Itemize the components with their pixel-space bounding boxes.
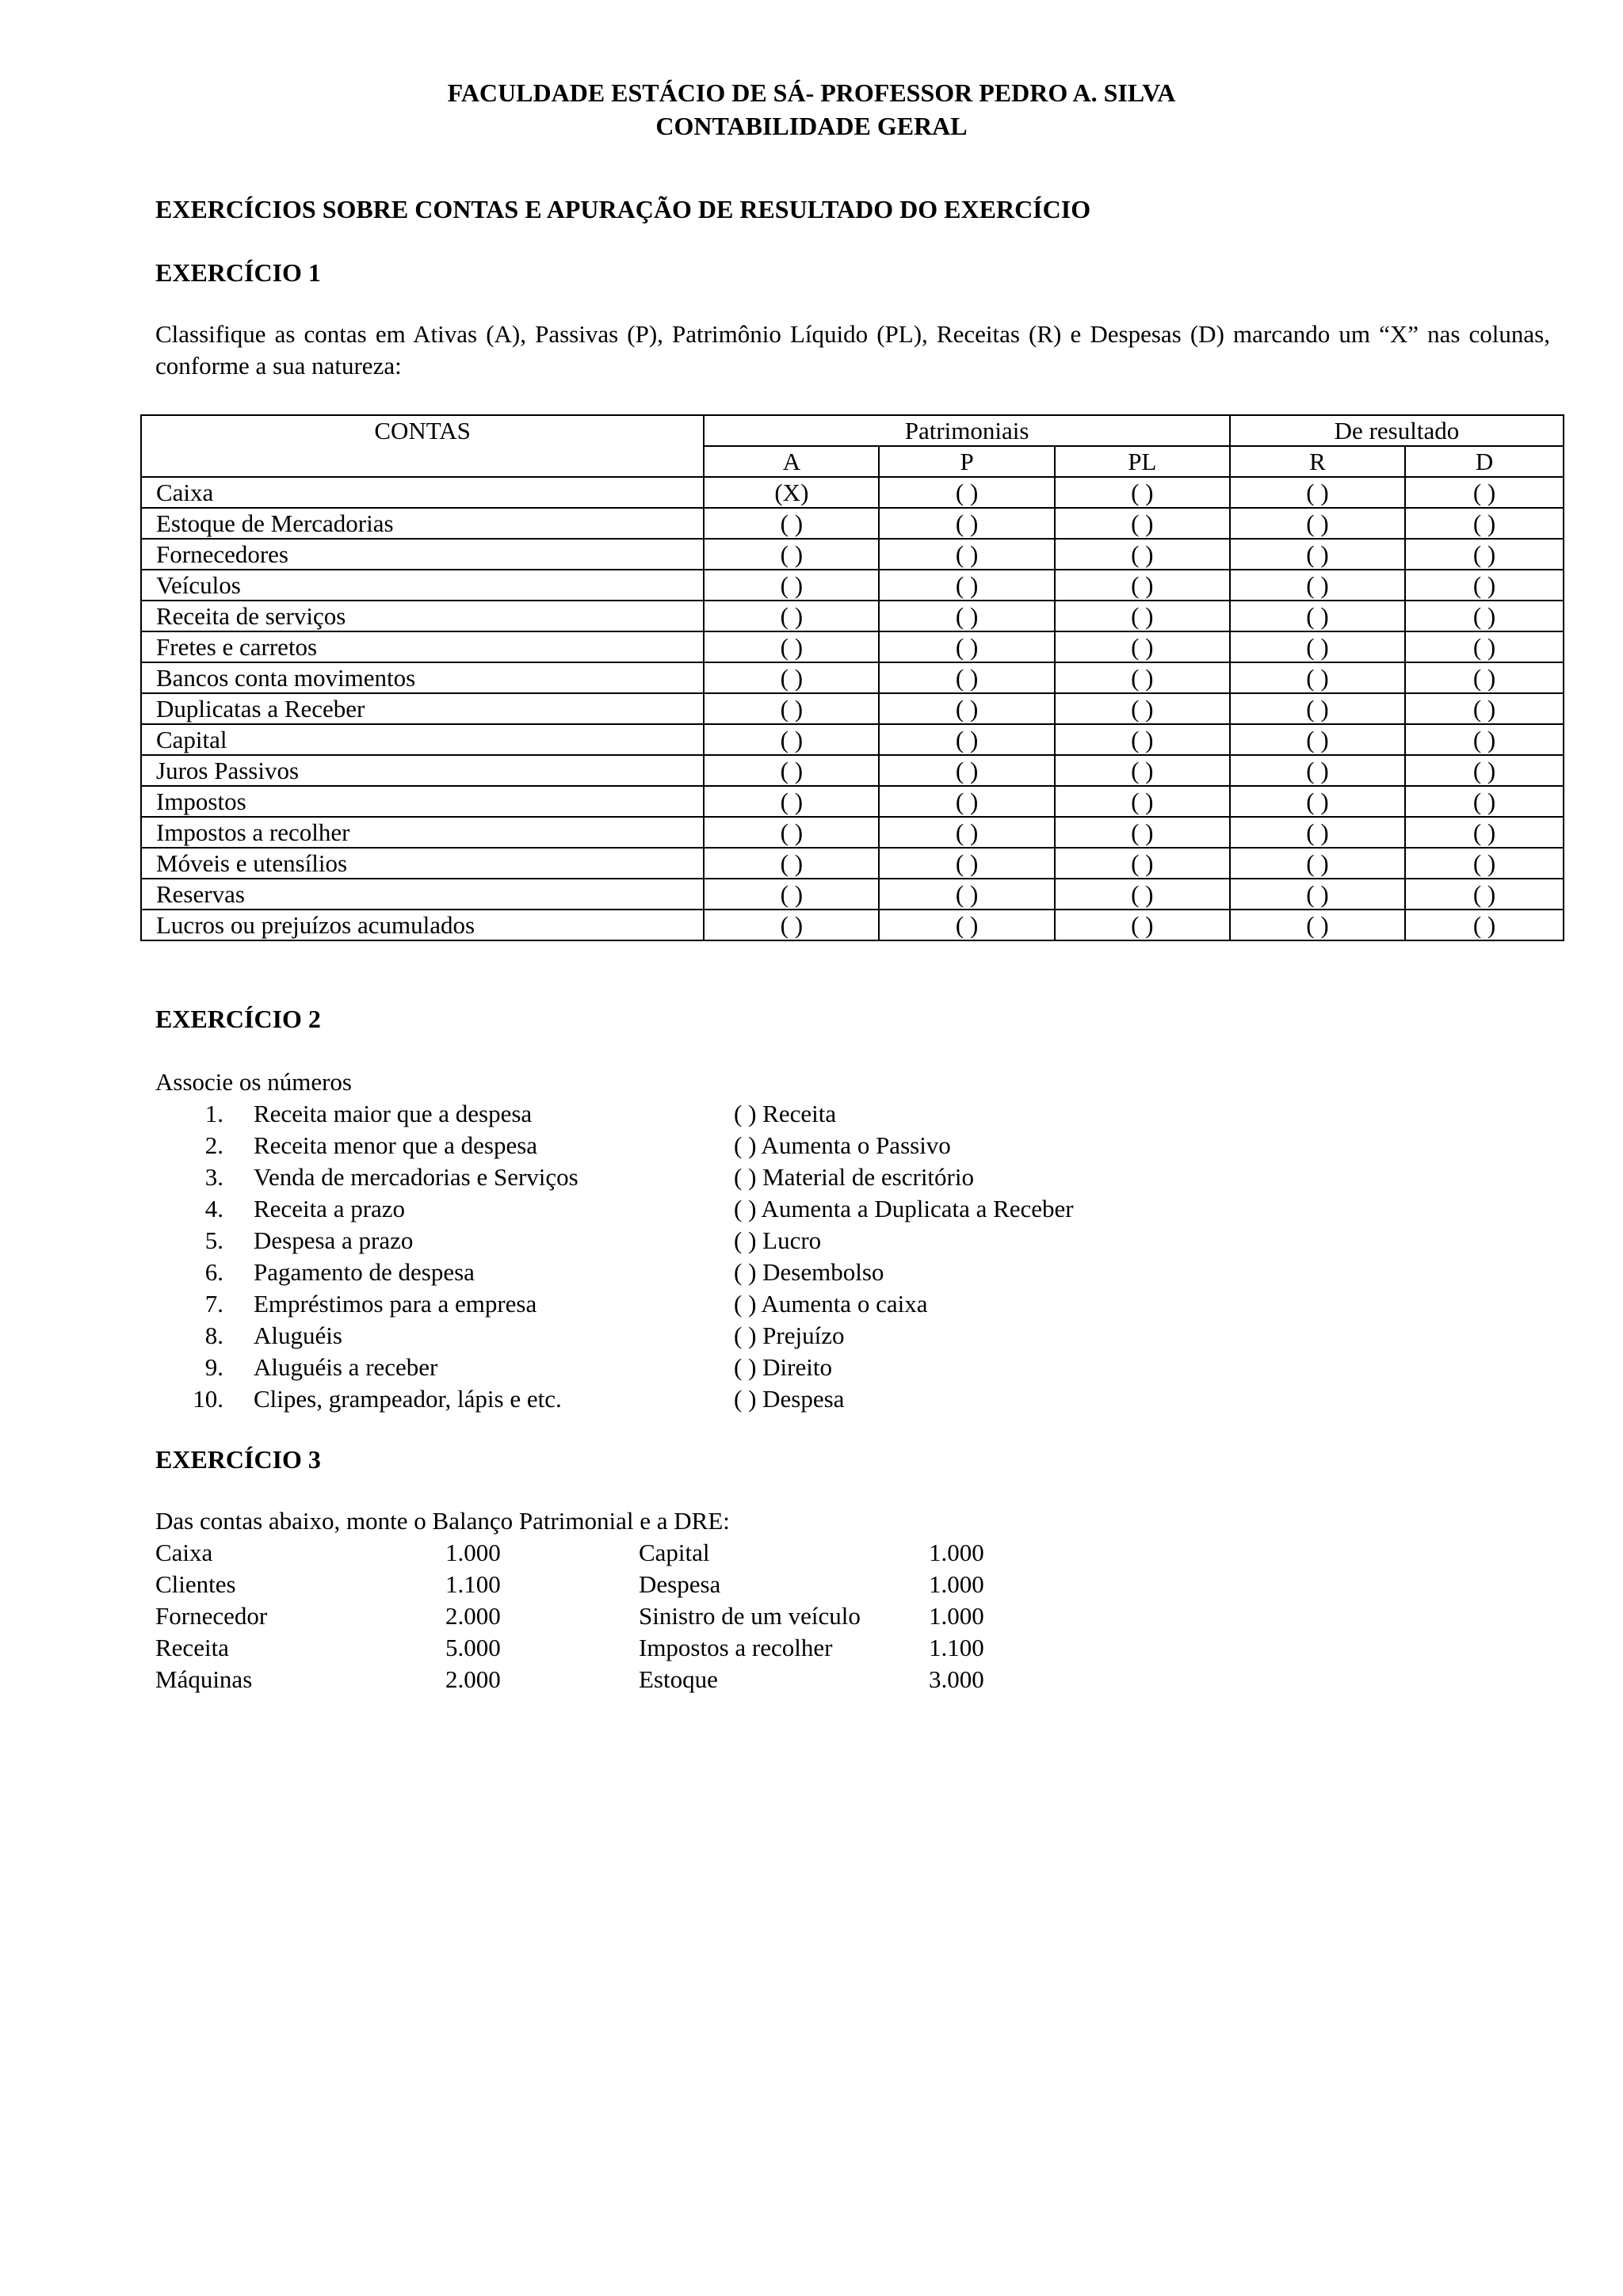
mark-cell-p[interactable]: ( ) xyxy=(879,786,1054,817)
account-value-left: 2.000 xyxy=(445,1665,501,1693)
header-col-d: D xyxy=(1405,446,1564,477)
table-row xyxy=(141,601,1564,631)
mark-cell-a[interactable]: ( ) xyxy=(704,570,879,601)
item-number: 5. xyxy=(204,1226,223,1254)
header-de-resultado: De resultado xyxy=(1230,415,1564,446)
account-name: Bancos conta movimentos xyxy=(141,662,704,693)
account-name: Impostos a recolher xyxy=(141,817,704,848)
account-value-right: 1.000 xyxy=(929,1570,984,1598)
mark-cell-r[interactable]: ( ) xyxy=(1230,755,1405,786)
mark-cell-a[interactable]: ( ) xyxy=(704,786,879,817)
mark-cell-d[interactable]: ( ) xyxy=(1405,662,1564,693)
item-option[interactable]: ( ) Aumenta o Passivo xyxy=(734,1131,951,1159)
account-name-left: Máquinas xyxy=(155,1665,253,1693)
item-number: 9. xyxy=(204,1353,223,1381)
list-item xyxy=(155,1383,1423,1415)
account-name-left: Receita xyxy=(155,1634,229,1661)
mark-cell-p[interactable]: ( ) xyxy=(879,755,1054,786)
mark-cell-a[interactable]: ( ) xyxy=(704,539,879,570)
mark-cell-r[interactable]: ( ) xyxy=(1230,693,1405,724)
mark-cell-a[interactable]: ( ) xyxy=(704,910,879,940)
mark-cell-d[interactable]: ( ) xyxy=(1405,910,1564,940)
mark-cell-pl[interactable]: ( ) xyxy=(1055,570,1230,601)
item-number: 8. xyxy=(204,1322,223,1349)
table-row xyxy=(141,662,1564,693)
mark-cell-a[interactable]: ( ) xyxy=(704,879,879,910)
exercise-2-title: EXERCÍCIO 2 xyxy=(155,1005,321,1033)
account-name: Estoque de Mercadorias xyxy=(141,508,704,539)
mark-cell-d[interactable]: ( ) xyxy=(1405,817,1564,848)
header-col-r: R xyxy=(1230,446,1405,477)
table-row xyxy=(141,570,1564,601)
account-name-right: Sinistro de um veículo xyxy=(639,1602,861,1630)
account-value-right: 1.000 xyxy=(929,1602,984,1630)
account-value-left: 2.000 xyxy=(445,1602,501,1630)
item-number: 4. xyxy=(204,1195,223,1222)
account-name-right: Despesa xyxy=(639,1570,721,1598)
mark-cell-pl[interactable]: ( ) xyxy=(1055,662,1230,693)
list-item xyxy=(155,1352,1423,1383)
account-name: Lucros ou prejuízos acumulados xyxy=(141,910,704,940)
institution-title: FACULDADE ESTÁCIO DE SÁ- PROFESSOR PEDRO A. SILVA xyxy=(447,78,1176,107)
mark-cell-p[interactable]: ( ) xyxy=(879,631,1054,662)
item-text: Aluguéis a receber xyxy=(254,1353,438,1381)
table-row xyxy=(141,817,1564,848)
account-name: Fornecedores xyxy=(141,539,704,570)
account-name: Impostos xyxy=(141,786,704,817)
table-row xyxy=(141,755,1564,786)
mark-cell-p[interactable]: ( ) xyxy=(879,662,1054,693)
mark-cell-d[interactable]: ( ) xyxy=(1405,601,1564,631)
mark-cell-r[interactable]: ( ) xyxy=(1230,910,1405,940)
header-col-p: P xyxy=(879,446,1054,477)
list-item xyxy=(155,1320,1423,1352)
mark-cell-pl[interactable]: ( ) xyxy=(1055,508,1230,539)
association-list xyxy=(155,1098,1423,1415)
account-name-right: Capital xyxy=(639,1539,710,1566)
mark-cell-a[interactable]: ( ) xyxy=(704,508,879,539)
mark-cell-pl[interactable]: ( ) xyxy=(1055,755,1230,786)
mark-cell-a[interactable]: ( ) xyxy=(704,817,879,848)
mark-cell-p[interactable]: ( ) xyxy=(879,539,1054,570)
exercise-2-instruction: Associe os números xyxy=(155,1068,352,1096)
account-name: Receita de serviços xyxy=(141,601,704,631)
mark-cell-r[interactable]: ( ) xyxy=(1230,477,1405,508)
item-option[interactable]: ( ) Aumenta a Duplicata a Receber xyxy=(734,1195,1074,1222)
list-item xyxy=(155,1193,1423,1225)
mark-cell-a[interactable]: ( ) xyxy=(704,848,879,879)
item-number: 2. xyxy=(204,1131,223,1159)
table-row xyxy=(141,848,1564,879)
mark-cell-a[interactable]: ( ) xyxy=(704,724,879,755)
mark-cell-pl[interactable]: ( ) xyxy=(1055,724,1230,755)
mark-cell-pl[interactable]: ( ) xyxy=(1055,879,1230,910)
exercise-1-instruction: Classifique as contas em Ativas (A), Passivas (P), Patrimônio Líquido (PL), Receitas (R) e Despesas (D) marcando um “X” nas colunas, conforme a sua natureza: xyxy=(155,320,1550,379)
table-row xyxy=(141,910,1564,940)
accounts-classification-table xyxy=(140,414,1564,941)
item-number: 10. xyxy=(193,1385,223,1413)
mark-cell-a[interactable]: (X) xyxy=(704,477,879,508)
mark-cell-d[interactable]: ( ) xyxy=(1405,693,1564,724)
table-row xyxy=(141,786,1564,817)
item-text: Aluguéis xyxy=(254,1322,342,1349)
item-text: Despesa a prazo xyxy=(254,1226,414,1254)
mark-cell-p[interactable]: ( ) xyxy=(879,910,1054,940)
item-option[interactable]: ( ) Receita xyxy=(734,1100,837,1127)
mark-cell-r[interactable]: ( ) xyxy=(1230,601,1405,631)
mark-cell-p[interactable]: ( ) xyxy=(879,601,1054,631)
list-item xyxy=(155,1257,1423,1288)
mark-cell-d[interactable]: ( ) xyxy=(1405,508,1564,539)
list-item xyxy=(155,1161,1423,1193)
mark-cell-d[interactable]: ( ) xyxy=(1405,786,1564,817)
mark-cell-r[interactable]: ( ) xyxy=(1230,724,1405,755)
account-name-right: Impostos a recolher xyxy=(639,1634,833,1661)
mark-cell-d[interactable]: ( ) xyxy=(1405,879,1564,910)
mark-cell-d[interactable]: ( ) xyxy=(1405,848,1564,879)
mark-cell-r[interactable]: ( ) xyxy=(1230,662,1405,693)
table-row xyxy=(141,879,1564,910)
item-number: 3. xyxy=(204,1163,223,1191)
account-value-right: 1.000 xyxy=(929,1539,984,1566)
table-row xyxy=(141,508,1564,539)
account-value-right: 3.000 xyxy=(929,1665,984,1693)
main-title: EXERCÍCIOS SOBRE CONTAS E APURAÇÃO DE RESULTADO DO EXERCÍCIO xyxy=(155,195,1091,223)
account-name: Veículos xyxy=(141,570,704,601)
mark-cell-a[interactable]: ( ) xyxy=(704,601,879,631)
list-item xyxy=(155,1130,1423,1161)
list-item xyxy=(155,1288,1423,1320)
item-option[interactable]: ( ) Prejuízo xyxy=(734,1322,845,1349)
item-number: 7. xyxy=(204,1290,223,1318)
mark-cell-p[interactable]: ( ) xyxy=(879,693,1054,724)
item-text: Pagamento de despesa xyxy=(254,1258,475,1286)
mark-cell-r[interactable]: ( ) xyxy=(1230,879,1405,910)
document-header xyxy=(0,76,1623,143)
mark-cell-r[interactable]: ( ) xyxy=(1230,848,1405,879)
account-name-left: Caixa xyxy=(155,1539,213,1566)
item-option[interactable]: ( ) Desembolso xyxy=(734,1258,884,1286)
mark-cell-r[interactable]: ( ) xyxy=(1230,631,1405,662)
mark-cell-p[interactable]: ( ) xyxy=(879,848,1054,879)
item-option[interactable]: ( ) Lucro xyxy=(734,1226,822,1254)
account-name: Fretes e carretos xyxy=(141,631,704,662)
exercise-3-title: EXERCÍCIO 3 xyxy=(155,1445,321,1474)
item-text: Venda de mercadorias e Serviços xyxy=(254,1163,579,1191)
mark-cell-d[interactable]: ( ) xyxy=(1405,755,1564,786)
mark-cell-pl[interactable]: ( ) xyxy=(1055,631,1230,662)
mark-cell-p[interactable]: ( ) xyxy=(879,570,1054,601)
table-row xyxy=(141,724,1564,755)
mark-cell-d[interactable]: ( ) xyxy=(1405,631,1564,662)
mark-cell-pl[interactable]: ( ) xyxy=(1055,693,1230,724)
table-row xyxy=(141,539,1564,570)
mark-cell-p[interactable]: ( ) xyxy=(879,508,1054,539)
account-name: Juros Passivos xyxy=(141,755,704,786)
mark-cell-a[interactable]: ( ) xyxy=(704,755,879,786)
account-name: Capital xyxy=(141,724,704,755)
item-text: Empréstimos para a empresa xyxy=(254,1290,537,1318)
mark-cell-r[interactable]: ( ) xyxy=(1230,786,1405,817)
mark-cell-d[interactable]: ( ) xyxy=(1405,724,1564,755)
mark-cell-p[interactable]: ( ) xyxy=(879,477,1054,508)
mark-cell-r[interactable]: ( ) xyxy=(1230,539,1405,570)
item-number: 6. xyxy=(204,1258,223,1286)
account-name: Caixa xyxy=(141,477,704,508)
mark-cell-a[interactable]: ( ) xyxy=(704,631,879,662)
item-option[interactable]: ( ) Material de escritório xyxy=(734,1163,974,1191)
header-col-a: A xyxy=(704,446,879,477)
mark-cell-pl[interactable]: ( ) xyxy=(1055,786,1230,817)
account-name: Duplicatas a Receber xyxy=(141,693,704,724)
mark-cell-p[interactable]: ( ) xyxy=(879,817,1054,848)
exercise-3-instruction: Das contas abaixo, monte o Balanço Patrimonial e a DRE: xyxy=(155,1507,730,1535)
table-row xyxy=(141,477,1564,508)
mark-cell-pl[interactable]: ( ) xyxy=(1055,477,1230,508)
header-col-pl: PL xyxy=(1055,446,1230,477)
item-option[interactable]: ( ) Aumenta o caixa xyxy=(734,1290,928,1318)
mark-cell-pl[interactable]: ( ) xyxy=(1055,848,1230,879)
mark-cell-p[interactable]: ( ) xyxy=(879,724,1054,755)
account-name-left: Fornecedor xyxy=(155,1602,268,1630)
mark-cell-r[interactable]: ( ) xyxy=(1230,508,1405,539)
mark-cell-r[interactable]: ( ) xyxy=(1230,817,1405,848)
account-name: Móveis e utensílios xyxy=(141,848,704,879)
item-text: Receita menor que a despesa xyxy=(254,1131,538,1159)
item-option[interactable]: ( ) Despesa xyxy=(734,1385,845,1413)
table-header-row xyxy=(141,415,1564,446)
mark-cell-d[interactable]: ( ) xyxy=(1405,539,1564,570)
mark-cell-p[interactable]: ( ) xyxy=(879,879,1054,910)
mark-cell-r[interactable]: ( ) xyxy=(1230,570,1405,601)
item-option[interactable]: ( ) Direito xyxy=(734,1353,832,1381)
mark-cell-pl[interactable]: ( ) xyxy=(1055,817,1230,848)
account-name-right: Estoque xyxy=(639,1665,718,1693)
account-value-left: 1.100 xyxy=(445,1570,501,1598)
item-number: 1. xyxy=(204,1100,223,1127)
account-name: Reservas xyxy=(141,879,704,910)
item-text: Receita maior que a despesa xyxy=(254,1100,533,1127)
account-value-right: 1.100 xyxy=(929,1634,984,1661)
account-value-left: 1.000 xyxy=(445,1539,501,1566)
mark-cell-pl[interactable]: ( ) xyxy=(1055,601,1230,631)
account-name-left: Clientes xyxy=(155,1570,236,1598)
list-item xyxy=(155,1098,1423,1130)
header-contas: CONTAS xyxy=(141,415,704,477)
header-patrimoniais: Patrimoniais xyxy=(704,415,1230,446)
mark-cell-d[interactable]: ( ) xyxy=(1405,570,1564,601)
account-value-left: 5.000 xyxy=(445,1634,501,1661)
exercise-1-title: EXERCÍCIO 1 xyxy=(155,258,321,287)
item-text: Receita a prazo xyxy=(254,1195,406,1222)
mark-cell-d[interactable]: ( ) xyxy=(1405,477,1564,508)
table-row xyxy=(141,693,1564,724)
mark-cell-a[interactable]: ( ) xyxy=(704,693,879,724)
item-text: Clipes, grampeador, lápis e etc. xyxy=(254,1385,562,1413)
list-item xyxy=(155,1225,1423,1257)
mark-cell-pl[interactable]: ( ) xyxy=(1055,539,1230,570)
table-row xyxy=(141,631,1564,662)
course-title: CONTABILIDADE GERAL xyxy=(655,112,968,140)
mark-cell-a[interactable]: ( ) xyxy=(704,662,879,693)
mark-cell-pl[interactable]: ( ) xyxy=(1055,910,1230,940)
